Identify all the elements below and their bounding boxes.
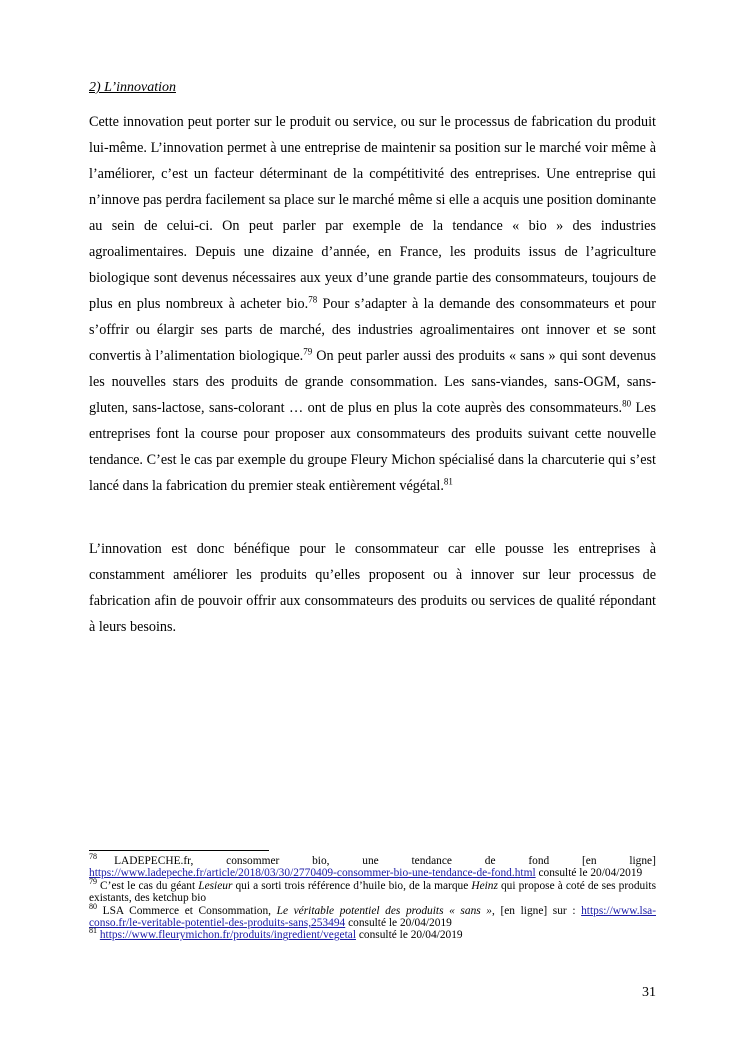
footnote-separator bbox=[89, 850, 269, 851]
footnote-78-word: [en bbox=[582, 855, 597, 867]
paragraph-1-text-c: On peut parler aussi des produits « sans » qui sont devenus les nouvelles stars des produits de grande consommation. Les sans-viandes, sans-OGM, sans-gluten, sans-lactose, sans-colorant … ont de plus en plus la cote auprès des consommateurs. bbox=[89, 348, 656, 416]
footnote-79-text-a: C’est le cas du géant bbox=[97, 879, 199, 892]
footnote-78-word-1 bbox=[89, 852, 194, 867]
footnote-79 bbox=[89, 877, 656, 905]
footnote-ref-78[interactable]: 78 bbox=[308, 294, 318, 305]
footnote-78-first-line bbox=[89, 852, 656, 867]
footnote-80 bbox=[89, 901, 656, 930]
page-number: 31 bbox=[642, 985, 656, 1000]
footnote-81-link[interactable]: https://www.fleurymichon.fr/produits/ingredient/vegetal bbox=[99, 929, 356, 942]
footnote-78-word: une bbox=[362, 855, 379, 867]
footnote-81-consulted: consulté le 20/04/2019 bbox=[356, 929, 463, 942]
footnote-ref-80[interactable]: 80 bbox=[622, 398, 632, 409]
footnote-78-consulted: consulté le 20/04/2019 bbox=[535, 867, 643, 880]
footnote-ref-81[interactable]: 81 bbox=[443, 476, 453, 487]
footnote-80-text-a: LSA Commerce et Consommation, bbox=[97, 904, 277, 917]
footnote-81 bbox=[89, 926, 656, 942]
footnote-78-word: de bbox=[484, 855, 496, 867]
footnote-79-brand-heinz: Heinz bbox=[471, 879, 498, 892]
footnote-78-word: ligne] bbox=[629, 855, 656, 867]
body-paragraph-2: L’innovation est donc bénéfique pour le consommateur car elle pousse les entreprises à constamment améliorer les produits qu’elles proposent ou à innover sur leur processus de fabrication afin de pouvoir offrir aux consommateurs des produits ou services de qualité répondant à leurs besoins. bbox=[89, 541, 656, 635]
footnote-79-number: 79 bbox=[89, 877, 97, 887]
footnote-78-word: tendance bbox=[411, 855, 452, 867]
footnote-81-number: 81 bbox=[89, 926, 97, 936]
footnote-80-link[interactable]: https://www.lsa-conso.fr/le-veritable-potentiel-des-produits-sans,253494 bbox=[89, 904, 656, 930]
footnote-78-word: consommer bbox=[226, 855, 280, 867]
footnote-78-rest bbox=[89, 867, 656, 879]
footnote-78-word: bio, bbox=[312, 855, 330, 867]
footnote-80-article-title: Le véritable potentiel des produits « sans » bbox=[276, 904, 492, 917]
footnote-78-word: fond bbox=[528, 855, 550, 867]
footnote-ref-79[interactable]: 79 bbox=[303, 346, 313, 357]
paragraph-1-text-b: Pour s’adapter à la demande des consommateurs et pour s’offrir ou élargir ses parts de marché, des industries agroalimentaires ont innover et se sont convertis à l’alimentation biologique. bbox=[89, 296, 656, 364]
footnote-78-word: LADEPECHE.fr, bbox=[114, 855, 194, 867]
footnote-80-number: 80 bbox=[89, 901, 97, 911]
paragraph-1-text-a: Cette innovation peut porter sur le produit ou service, ou sur le processus de fabrication du produit lui-même. L’innovation permet à une entreprise de maintenir sa position sur le marché voir même à l’améliorer, c’est un facteur déterminant de la compétitivité des entreprises. Une entreprise qui n’innove pas perdra facilement sa place sur le marché même si elle a acquis une position dominante au sein de celui-ci. On peut parler par exemple de la tendance « bio » des industries agroalimentaires. Depuis une dizaine d’année, en France, les produits issus de l’agriculture biologique sont devenus nécessaires aux yeux d’une grande partie des consommateurs, toujours de plus en plus nombreux à acheter bio. bbox=[89, 114, 656, 312]
footnote-79-text-b: qui a sorti trois référence d’huile bio, de la marque bbox=[232, 879, 472, 892]
footnotes-section bbox=[89, 852, 656, 942]
footnote-78-link[interactable]: https://www.ladepeche.fr/article/2018/03/30/2770409-consommer-bio-une-tendance-de-fond.html bbox=[89, 867, 536, 880]
body-paragraph-1 bbox=[89, 109, 656, 499]
footnote-80-text-b: , [en ligne] sur : bbox=[492, 904, 582, 917]
footnote-80-consulted: consulté le 20/04/2019 bbox=[345, 917, 452, 930]
footnote-79-brand-lesieur: Lesieur bbox=[198, 879, 233, 892]
footnote-78-number: 78 bbox=[89, 852, 97, 862]
paragraph-1-text-d: Les entreprises font la course pour proposer aux consommateurs des produits suivant cette nouvelle tendance. C’est le cas par exemple du groupe Fleury Michon spécialisé dans la charcuterie qui s’est lancé dans la fabrication du premier steak entièrement végétal. bbox=[89, 400, 656, 494]
footnote-78 bbox=[89, 852, 656, 880]
section-heading: 2) L’innovation bbox=[89, 80, 176, 95]
footnote-79-text-c: qui propose à coté de ses produits existants, des ketchup bio bbox=[89, 879, 656, 905]
